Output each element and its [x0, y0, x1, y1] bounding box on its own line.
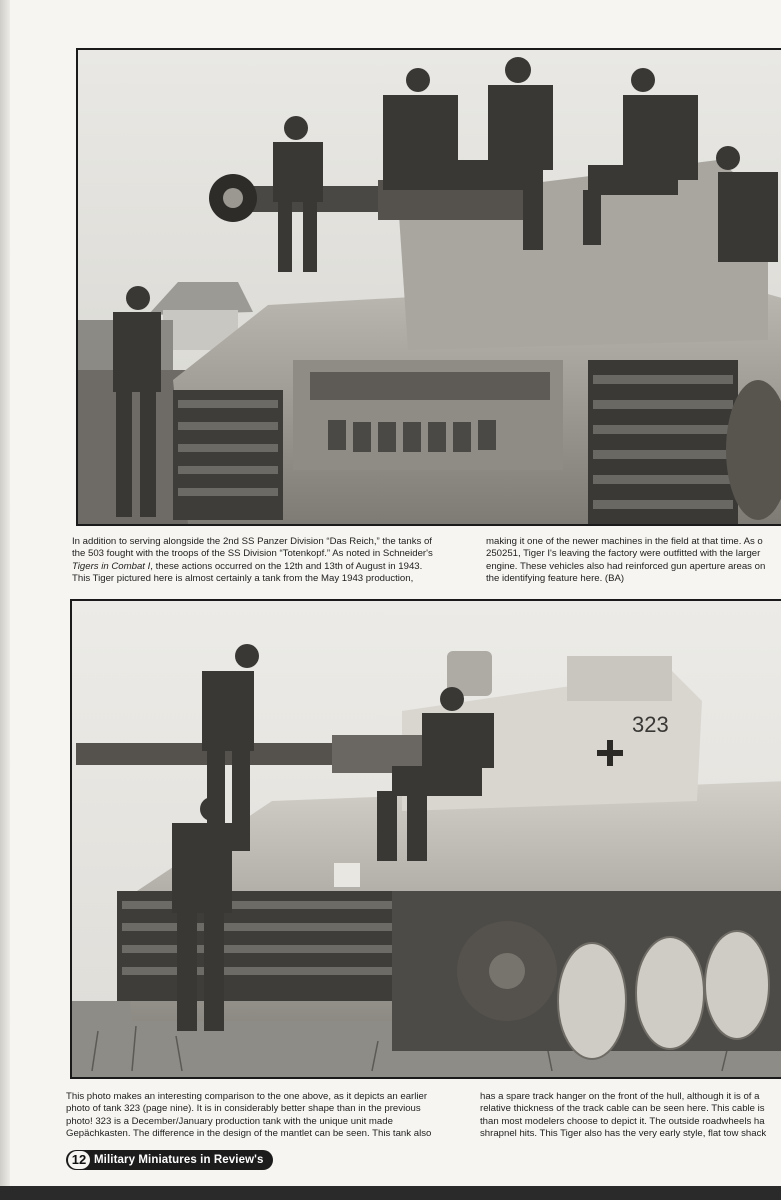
page-number: 12: [68, 1151, 90, 1169]
caption-line: has a spare track hanger on the front of the hull, although it is of a: [480, 1091, 760, 1102]
caption-line: photo! 323 is a December/January production tank with the unique unit made: [66, 1115, 393, 1127]
turret-number: 323: [632, 712, 669, 737]
caption-line: engine. These vehicles also had reinforced gun aperture areas on: [486, 560, 766, 572]
caption-line: than most modelers choose to depict it. The outside roadwheels ha: [480, 1115, 765, 1127]
publication-title: Military Miniatures in Review's: [94, 1154, 264, 1166]
bottom-caption-right: [480, 1091, 781, 1141]
bottom-photo: [70, 599, 781, 1079]
page-edge: [0, 0, 10, 1200]
caption-line: This photo makes an interesting comparison to the one above, as it depicts an earlier: [66, 1091, 428, 1102]
page-footer: [66, 1150, 273, 1170]
caption-line: shrapnel hits. This Tiger also has the very early style, flat tow shack: [480, 1128, 767, 1140]
top-caption-left: [72, 536, 472, 586]
top-caption-right: [486, 536, 781, 586]
caption-line: 250251, Tiger I's leaving the factory were outfitted with the larger: [486, 548, 761, 560]
tiger-tank-crew-photo: [78, 50, 781, 524]
caption-line: Gepächkasten. The difference in the design of the mantlet can be seen. This tank also: [66, 1128, 432, 1140]
tiger-tank-323-photo: [72, 601, 781, 1077]
caption-line: the 503 fought with the troops of the SS Division “Totenkopf.” As noted in Schneider's: [72, 548, 433, 560]
caption-line: making it one of the newer machines in the field at that time. As o: [486, 536, 763, 547]
book-title: Tigers in Combat I: [72, 560, 151, 572]
caption-line: relative thickness of the track cable can be seen here. This cable is: [480, 1103, 765, 1115]
caption-line: the identifying feature here. (BA): [486, 573, 625, 585]
caption-line: photo of tank 323 (page nine). It is in considerably better shape than in the previous: [66, 1103, 421, 1115]
caption-line: This Tiger pictured here is almost certainly a tank from the May 1943 production,: [72, 573, 414, 585]
top-photo: [76, 48, 781, 526]
bottom-band: [0, 1186, 781, 1200]
caption-fragment: , these actions occurred on the 12th and 13th of August in 1943.: [150, 560, 423, 572]
bottom-caption-left: [66, 1091, 471, 1141]
caption-line: In addition to serving alongside the 2nd SS Panzer Division “Das Reich,” the tanks of: [72, 536, 432, 547]
caption-line: [72, 561, 472, 573]
